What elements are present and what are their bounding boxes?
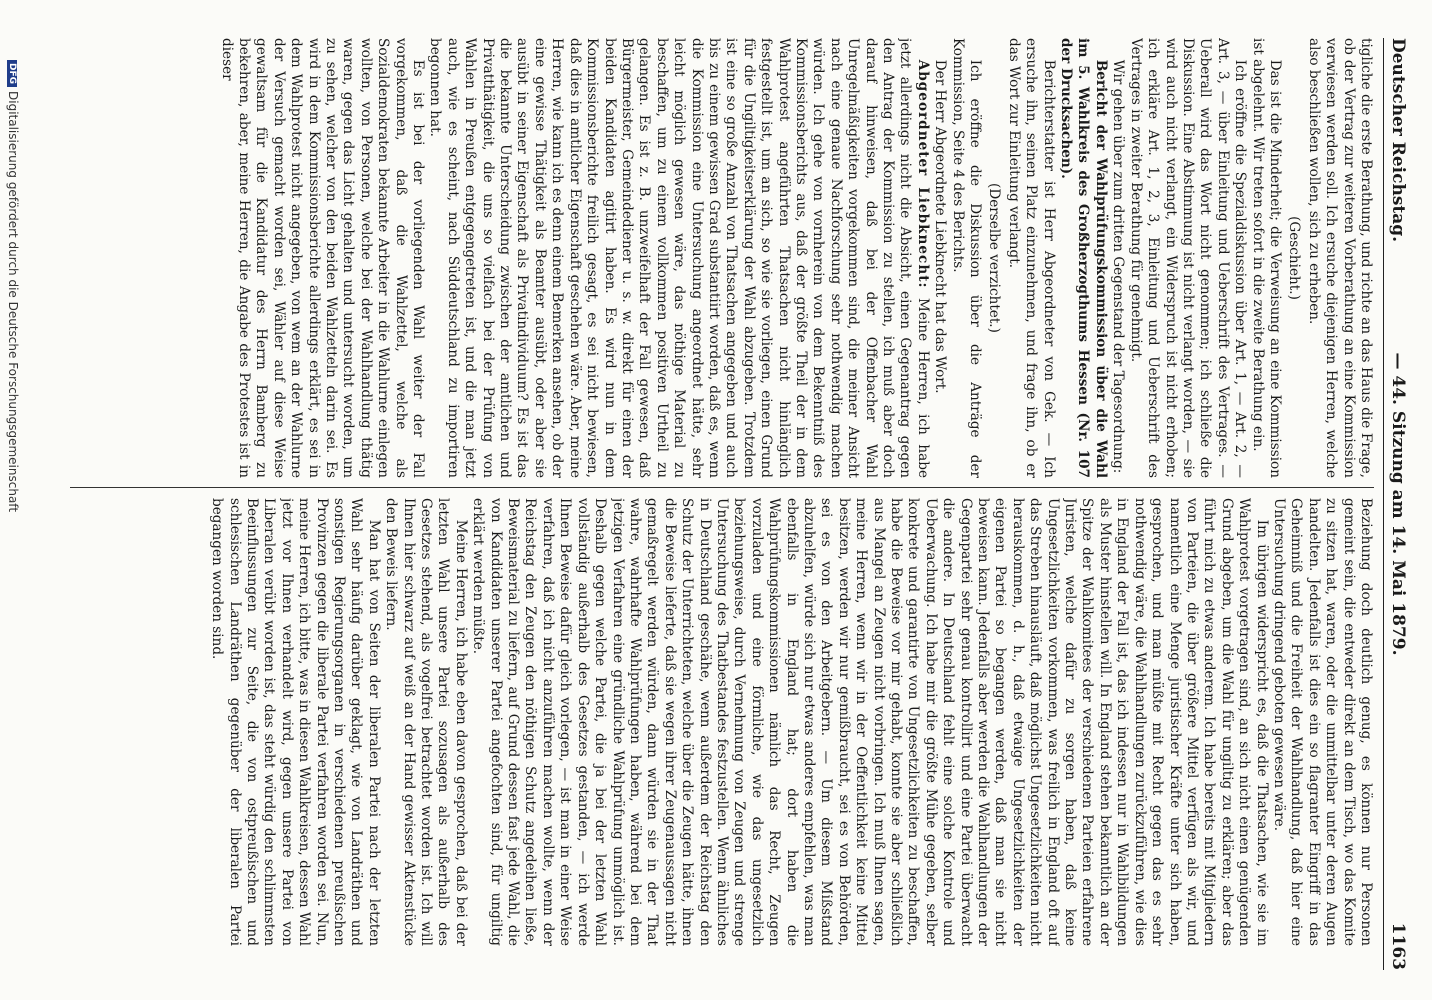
credit-text: Digitalisierung gefördert durch die Deutsche Forschungsgemeinschaft bbox=[6, 91, 20, 513]
header-page-number: 1163 bbox=[1388, 922, 1408, 970]
column-divider bbox=[70, 487, 1374, 488]
stage-direction: (Geschieht.) bbox=[1286, 216, 1303, 300]
paragraph: Ich eröffne die Diskussion über die Anträge der Kommission, Seite 4 des Berichts. bbox=[949, 38, 984, 478]
paragraph: Das ist die Minderheit; die Verweisung an eine Kommission ist abgelehnt. Wir treten sofort in die zweite Berathung ein. bbox=[1249, 38, 1283, 478]
stage-direction: (Derselbe verzichtet.) bbox=[986, 183, 1003, 333]
left-column bbox=[70, 38, 1374, 478]
speech-text: Meine Herren, ich habe jetzt allerdings nicht die Absicht, einen Gegenantrag gegen den Antrag der Kommission zu stellen, ich muß aber doch darauf hinweisen, daß bei der Offenbacher Wahl Unregelmäßigkeiten vorgekommen sind, die meiner Ansicht nach eine genaue Nachforschung sehr nothwendig machen würden. Ich gehe von vornherein von dem Bekenntniß des Kommissionsberichts aus, daß der größte Theil der in dem Wahlprotest angeführten Thatsachen nicht hinlänglich festgestellt ist, um an sich, so wie sie vorliegen, einen Grund für die Ungiltigkeitserklärung der Wahl abzugeben. Trotzdem ist eine so große Anzahl von Thatsachen angegeben und auch bis zu einem gewissen Grad substantiirt worden, daß es, wenn die Kommission eine Untersuchung angeordnet hätte, sehr leicht möglich gewesen wäre, das nöthige Material zu beschaffen, um zu einem vollkommen positiven Urtheil zu gelangen. Es ist z. B. unzweifelhaft der Fall gewesen, daß Bürgermeister, Gemeindediener u. s. w. direkt für einen der beiden Kandidaten agitirt haben. Es wird nun in dem Kommissionsberichte freilich gesagt, es sei nicht bewiesen, daß dies in amtlicher Eigenschaft geschehen wäre. Aber, meine Herren, wie kann ich es denn einem Bemerken ansehen, ob der eine gewisse Thätigkeit als Beamter ausübt, oder aber sie ausübt in seiner Eigenschaft als Privatindividuum? Es ist das die bekannte Unterscheidung zwischen der amtlichen und Privatthätigkeit, die uns so vielfach bei der Prüfung von Wahlen in Preußen entgegengetreten ist, und die man jetzt auch, wie es scheint, nach Süddeutschland zu importiren begonnen hat. bbox=[427, 38, 931, 478]
paragraph: Berichterstatter ist Herr Abgeordneter von Gek. — Ich ersuche ihn, seinen Platz einzunehmen, und frage ihn, ob er das Wort zur Einleitung verlangt. bbox=[1005, 38, 1057, 478]
paragraph: Wir gehen über zum dritten Gegenstand der Tagesordnung: bbox=[1110, 59, 1127, 474]
speech-paragraph bbox=[426, 38, 931, 478]
paragraph: Ich eröffne die Spezialdiskussion über Art. 1, — Art. 2, — Art. 3, — über Einleitung und Ueberschrift des Vertrages. — Ueberall wird das Wort nicht genommen; ich schließe die Diskussion. Eine Abstimmung ist nicht verlangt worden, — sie wird auch nicht verlangt, ein Widerspruch ist nicht erhoben; ich erkläre Art. 1, 2, 3, Einleitung und Ueberschrift des Vertrages in zweiter Berathung für genehmigt. bbox=[1127, 38, 1249, 478]
dfg-logo: DFG bbox=[8, 60, 18, 87]
paragraph: Meine Herren, ich habe eben davon gesprochen, daß bei der letzten Wahl unsere Partei sozusagen als außerhalb des Gesetzes stehend, als vogelfrei betrachtet worden ist. Ich will Ihnen hier schwarz auf weiß an der Hand gewisser Aktenstücke den Beweis liefern. bbox=[383, 498, 469, 946]
paragraph: Der Herr Abgeordnete Liebknecht hat das Wort. bbox=[932, 59, 949, 394]
paragraph: Im übrigen widerspricht es, daß die Thatsachen, wie sie im Wahlprotest vorgetragen sind, an sich nicht einen genügenden Grund abgeben, um die Wahl für ungiltig zu erklären; aber das führt mich zu etwas anderem. Ich habe bereits mit Mitgliedern von Parteien, die über größere Mittel verfügen als wir, und namentlich eine Menge juristischer Kräfte unter sich haben, gesprochen, und man müßte mit Recht gegen das es sehr nothwendig wäre, die Wahlhandlungen zurückzuführen, wie dies in England der Fall ist, das ich indessen nur in Wahlbildungen als Muster hinstellen will. In England stehen bekanntlich an der Spitze der Wahlkomitees der verschiedenen Parteien erfahrene Juristen, welche dafür zu sorgen haben, daß keine Ungesetzlichkeiten vorkommen, was freilich in England oft auf das Streben hinausläuft, daß möglichst Ungesetzlichkeiten nicht herauskommen, d. h., daß etwaige Ungesetzlichkeiten der eigenen Partei so begangen werden, daß man sie nicht beweisen kann. Jedenfalls aber werden die Wahlhandlungen der Gegenpartei sehr genau kontrollirt und eine Partei überwacht die andere. In Deutschland fehlt eine solche Kontrole und Ueberwachung. Ich habe mir die größte Mühe gegeben, selber konkrete und garantirte von Ungesetzlichkeiten zu beschaffen, habe die Beweise vor mir gehabt, konnte sie aber schließlich aus Mangel an Zeugen nicht vorbringen. Ich muß Ihnen sagen, meine Herren, wenn wir in der Oeffentlichkeit keine Mittel besitzen, werden wir nur gemißbraucht, sei es von Behörden, sei es von den Arbeitgebern. — Um diesem Mißstand abzuhelfen, würde sich nur etwas anderes empfehlen, was man ebenfalls in England hat; dort haben die Wahlprüfungskommissionen nämlich das Recht, Zeugen vorzuladen und eine förmliche, wie das ungesetzlich beziehungsweise, durch Vernehmung von Zeugen und strenge Untersuchung des Thatbestandes festzustellen. Wenn ähnliches in Deutschland geschähe, wenn außerdem der Reichstag den Schutz der Unterrichteten, welche über die Zeugen hätte, ihnen die Beweise lieferte, daß sie wegen ihrer Zeugenaussagen nicht gemaßregelt werden würden, dann würden sie in der That wahre, wahrhafte Wahlprüfungen haben, während bei dem jetzigen Verfahren eine gründliche Wahlprüfung unmöglich ist. Deshalb gegen welche Partei, die ja bei der letzten Wahl vollständig außerhalb des Gesetzes gestanden, — ich werde Ihnen Beweise dafür gleich vorlegen, — ist man in einer Weise verfahren, daß ich nicht anzuführen machen wollte, wenn der Reichstag den Zeugen den nöthigen Schutz angedeihen ließe, Beweismaterial zu liefern, auf Grund dessen fast jede Wahl, die von Kandidaten unserer Partei angefochten sind, für ungiltig erklärt werden müßte. bbox=[470, 498, 1270, 946]
speaker-name: Abgeordneter Liebknecht: bbox=[914, 59, 931, 289]
paragraph: Man hat von Seiten der liberalen Partei nach der letzten Wahl sehr häufig darüber geklagt, wie von Landräthen und sonstigen Regierungsorganen in verschiedenen preußischen Provinzen gegen die liberale Partei verfahren worden sei. Nun, meine Herren, ich bitte, was in diesen Wahlkreisen, dessen Wahl jetzt vor Ihnen verhandelt wird, gegen unsere Partei von Liberalen verübt worden ist, das steht würdig den schlimmsten Beeinflussungen zur Seite, die von ostpreußischen und schlesischen Landräthen gegenüber der liberalen Partei begangen worden sind. bbox=[209, 498, 382, 946]
paragraph: Es ist bei der vorliegenden Wahl weiter der Fall vorgekommen, daß die Wahlzettel, welche als Sozialdemokraten bekannte Arbeiter in die Wahlurne einlegen wollten, von Personen, welche bei der Wahlhandlung thätig waren, gegen das Licht gehalten und untersucht worden, um zu sehen, welcher von den beiden Wahlzetteln darin sei. Es wird in dem Kommissionsberichte allerdings erklärt, es sei in dem Wahlprotest nicht angegeben, von wem an der Wahlurne der Versuch gemacht worden sei, Wähler auf diese Weise gewaltsam für die Kandidatur des Herrn Bamberg zu bekehren, aber, meine Herren, die Angabe des Protestes ist in dieser bbox=[218, 38, 427, 478]
page-header bbox=[1383, 38, 1412, 970]
header-publication: Deutscher Reichstag. bbox=[1388, 38, 1408, 243]
agenda-heading: Bericht der Wahlprüfungskommission über die Wahl im 5. Wahlkreis des Großherzogthums Hessen (Nr. 107 der Drucksachen). bbox=[1058, 38, 1109, 478]
paragraph: tigliche die erste Berathung, und richte an das Haus die Frage, ob der Vertrag zur weiteren Vorberathung an eine Kommission verwiesen werden soll. Ich ersuche diejenigen Herren, welche also beschließen wollen, sich zu erheben. bbox=[1305, 38, 1374, 478]
header-session: — 44. Sitzung am 14. Mai 1879. bbox=[1388, 352, 1408, 656]
digitization-credit bbox=[6, 60, 20, 512]
paragraph: Beziehung doch deutlich genug, es können nur Personen gemeint sein, die entweder direkt an dem Tisch, wo das Komite zu sitzen hat, waren, oder die unmittelbar unter deren Augen handelten. Jedenfalls ist dies ein so flagranter Eingriff in das Geheimniß und die Freiheit der Wahlhandlung, daß hier eine Untersuchung dringend geboten gewesen wäre. bbox=[1270, 498, 1374, 946]
right-column bbox=[70, 498, 1374, 946]
